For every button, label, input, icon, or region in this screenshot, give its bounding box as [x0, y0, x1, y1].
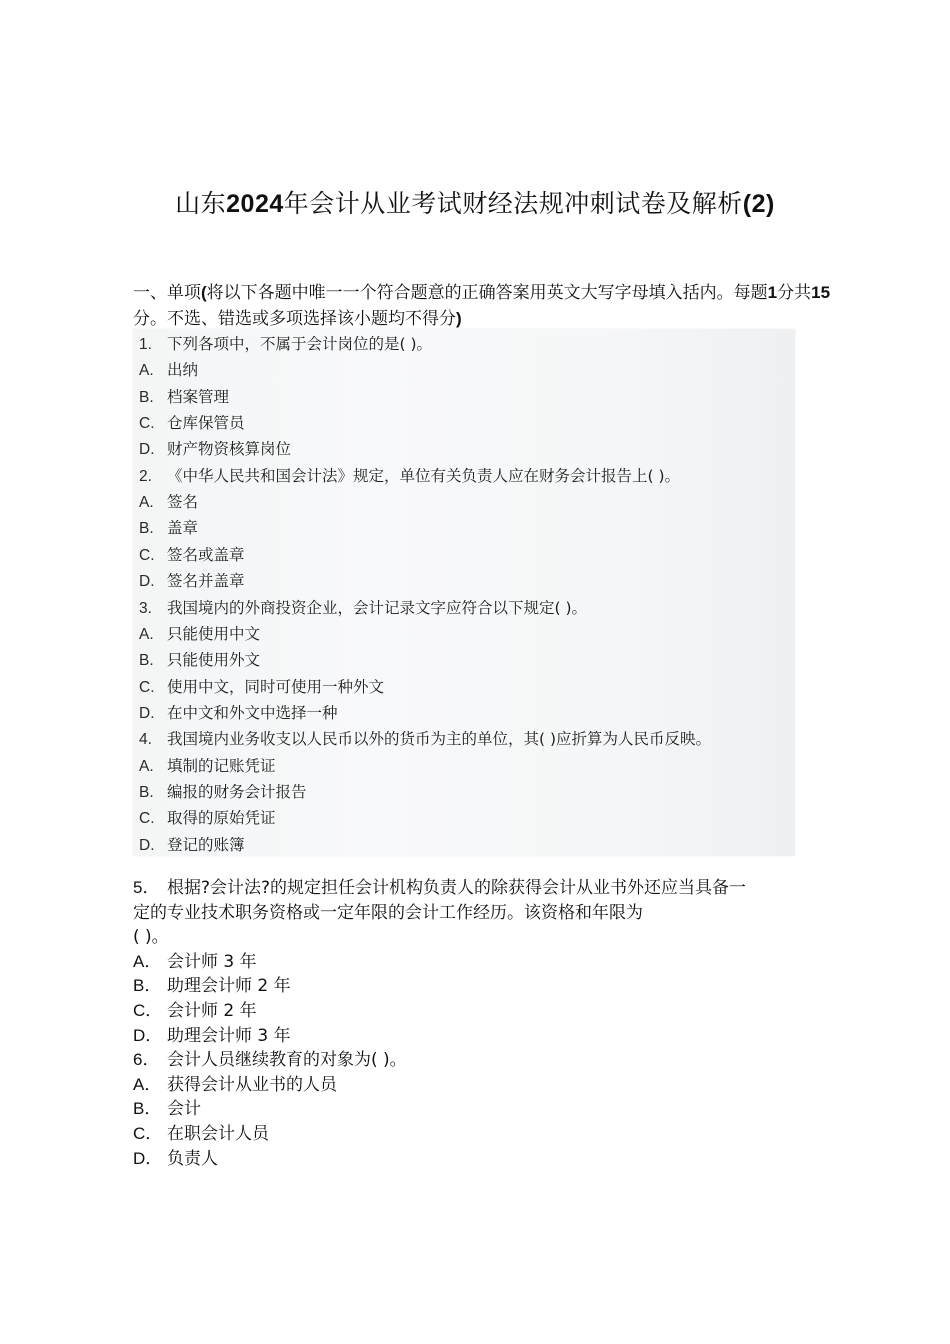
question-label: C．	[133, 1123, 163, 1143]
question-label: A.	[139, 757, 154, 775]
question-text: 取得的原始凭证	[167, 809, 276, 828]
text-question-line	[133, 1073, 833, 1098]
image-question-line	[139, 542, 245, 568]
image-question-line	[139, 647, 260, 673]
image-question-line	[139, 726, 711, 752]
text-question-line	[133, 1048, 833, 1073]
text-question-line	[133, 925, 833, 950]
image-question-line	[139, 410, 245, 436]
question-text: 定的专业技术职务资格或一定年限的会计工作经历。该资格和年限为	[133, 902, 643, 923]
question-label: A．	[133, 951, 162, 971]
title-mid: 年会计从业考试财经法规冲刺试卷及解析	[283, 189, 743, 218]
question-label: A.	[139, 362, 154, 380]
image-question-line	[139, 384, 229, 410]
question-text: 只能使用中文	[167, 624, 261, 643]
question-text: 签名或盖章	[167, 545, 245, 564]
question-text: 会计人员继续教育的对象为( )。	[167, 1050, 407, 1071]
question-text: 在职会计人员	[167, 1123, 269, 1144]
question-label: D.	[139, 836, 155, 854]
intro-part6: )	[456, 309, 462, 328]
intro-part3: 将以下各题中唯一一个符合题意的正确答案用英文大写字母填入括内。每题	[206, 283, 768, 303]
intro-part2: (	[201, 283, 207, 302]
question-text: 只能使用外文	[167, 651, 261, 670]
question-label: D.	[139, 573, 155, 591]
image-question-line	[139, 436, 291, 462]
embedded-question-image	[133, 329, 795, 856]
question-text: 编报的财务会计报告	[167, 782, 307, 801]
question-text: 负责人	[167, 1148, 218, 1169]
image-question-line	[139, 832, 245, 858]
question-text: 我国境内业务收支以人民币以外的货币为主的单位，其( )应折算为人民币反映。	[167, 730, 712, 749]
question-text: 会计师 3 年	[167, 951, 257, 972]
section-instructions	[133, 280, 833, 332]
image-question-line	[139, 779, 307, 805]
title-prefix: 山东	[175, 189, 227, 218]
intro-points-per-question: 1	[767, 283, 778, 302]
question-label: 1.	[139, 336, 152, 353]
image-question-line	[139, 805, 276, 831]
question-text: 登记的账簿	[167, 835, 245, 854]
question-label: 5．	[133, 878, 160, 897]
image-question-line	[139, 331, 432, 357]
question-text: 我国境内的外商投资企业，会计记录文字应符合以下规定( )。	[167, 598, 588, 617]
text-question-line	[133, 876, 833, 901]
question-text: 在中文和外文中选择一种	[167, 703, 338, 722]
text-questions	[133, 876, 833, 1171]
question-label: D．	[133, 1148, 163, 1168]
question-text: 下列各项中，不属于会计岗位的是( )。	[167, 335, 433, 353]
question-label: C．	[133, 1000, 163, 1020]
question-text: 签名	[167, 493, 199, 512]
question-label: D.	[139, 441, 155, 459]
text-question-line	[133, 974, 833, 999]
question-text: 《中华人民共和国会计法》规定，单位有关负责人应在财务会计报告上( )。	[167, 466, 681, 485]
question-label: B．	[133, 1099, 162, 1119]
question-label: C.	[139, 546, 155, 564]
image-question-line	[139, 674, 384, 700]
image-question-line	[139, 489, 198, 515]
image-question-line	[139, 568, 245, 594]
question-label: B.	[139, 388, 154, 406]
question-text: 助理会计师 2 年	[167, 976, 291, 997]
text-question-line	[133, 999, 833, 1024]
text-question-line	[133, 1097, 833, 1122]
text-question-line	[133, 1147, 833, 1172]
question-text: 助理会计师 3 年	[167, 1025, 291, 1046]
question-label: C.	[139, 810, 155, 828]
intro-part1: 一、单项	[133, 283, 201, 303]
question-label: C.	[139, 415, 155, 433]
text-question-line	[133, 950, 833, 975]
question-text: 盖章	[167, 519, 199, 538]
question-label: 2.	[139, 467, 152, 485]
question-label: D.	[139, 704, 155, 722]
question-text: 会计	[167, 1099, 201, 1120]
text-question-line	[133, 1122, 833, 1147]
text-question-line	[133, 1024, 833, 1049]
question-label: A.	[139, 494, 154, 512]
image-question-line	[139, 595, 587, 621]
question-label: A．	[133, 1074, 162, 1094]
image-question-line	[139, 700, 338, 726]
question-label: B.	[139, 652, 154, 670]
image-question-line	[139, 621, 260, 647]
intro-total-points: 15	[811, 283, 831, 302]
question-label: C.	[139, 678, 155, 696]
question-text: 出纳	[167, 361, 199, 380]
question-text: 签名并盖章	[167, 572, 245, 591]
question-label: 4.	[139, 731, 152, 749]
image-question-line	[139, 753, 276, 779]
question-text: 档案管理	[167, 387, 230, 406]
question-text: 使用中文，同时可使用一种外文	[167, 677, 385, 696]
question-text: 根据?会计法?的规定担任会计机构负责人的除获得会计从业书外还应当具备一	[167, 878, 747, 898]
document-title	[0, 186, 950, 222]
image-question-line	[139, 463, 680, 489]
question-label: 6．	[133, 1050, 160, 1070]
question-label: 3.	[139, 599, 152, 617]
image-question-line	[139, 515, 198, 541]
question-label: B．	[133, 976, 162, 996]
question-label: A.	[139, 625, 154, 643]
question-label: D．	[133, 1025, 163, 1045]
question-text: ( )。	[133, 927, 169, 948]
title-year: 2024	[226, 190, 284, 218]
question-label: B.	[139, 520, 154, 538]
question-text: 财产物资核算岗位	[167, 440, 292, 459]
question-text: 获得会计从业书的人员	[167, 1074, 337, 1095]
title-suffix: (2)	[742, 190, 775, 218]
text-question-line	[133, 901, 833, 926]
image-question-line	[139, 357, 198, 383]
question-text: 仓库保管员	[167, 414, 245, 433]
question-label: B.	[139, 783, 154, 801]
question-text: 会计师 2 年	[167, 1000, 257, 1021]
intro-part5: 分。不选、错选或多项选择该小题均不得分	[133, 309, 456, 329]
question-text: 填制的记账凭证	[167, 756, 276, 775]
intro-part4: 分共	[777, 283, 812, 303]
